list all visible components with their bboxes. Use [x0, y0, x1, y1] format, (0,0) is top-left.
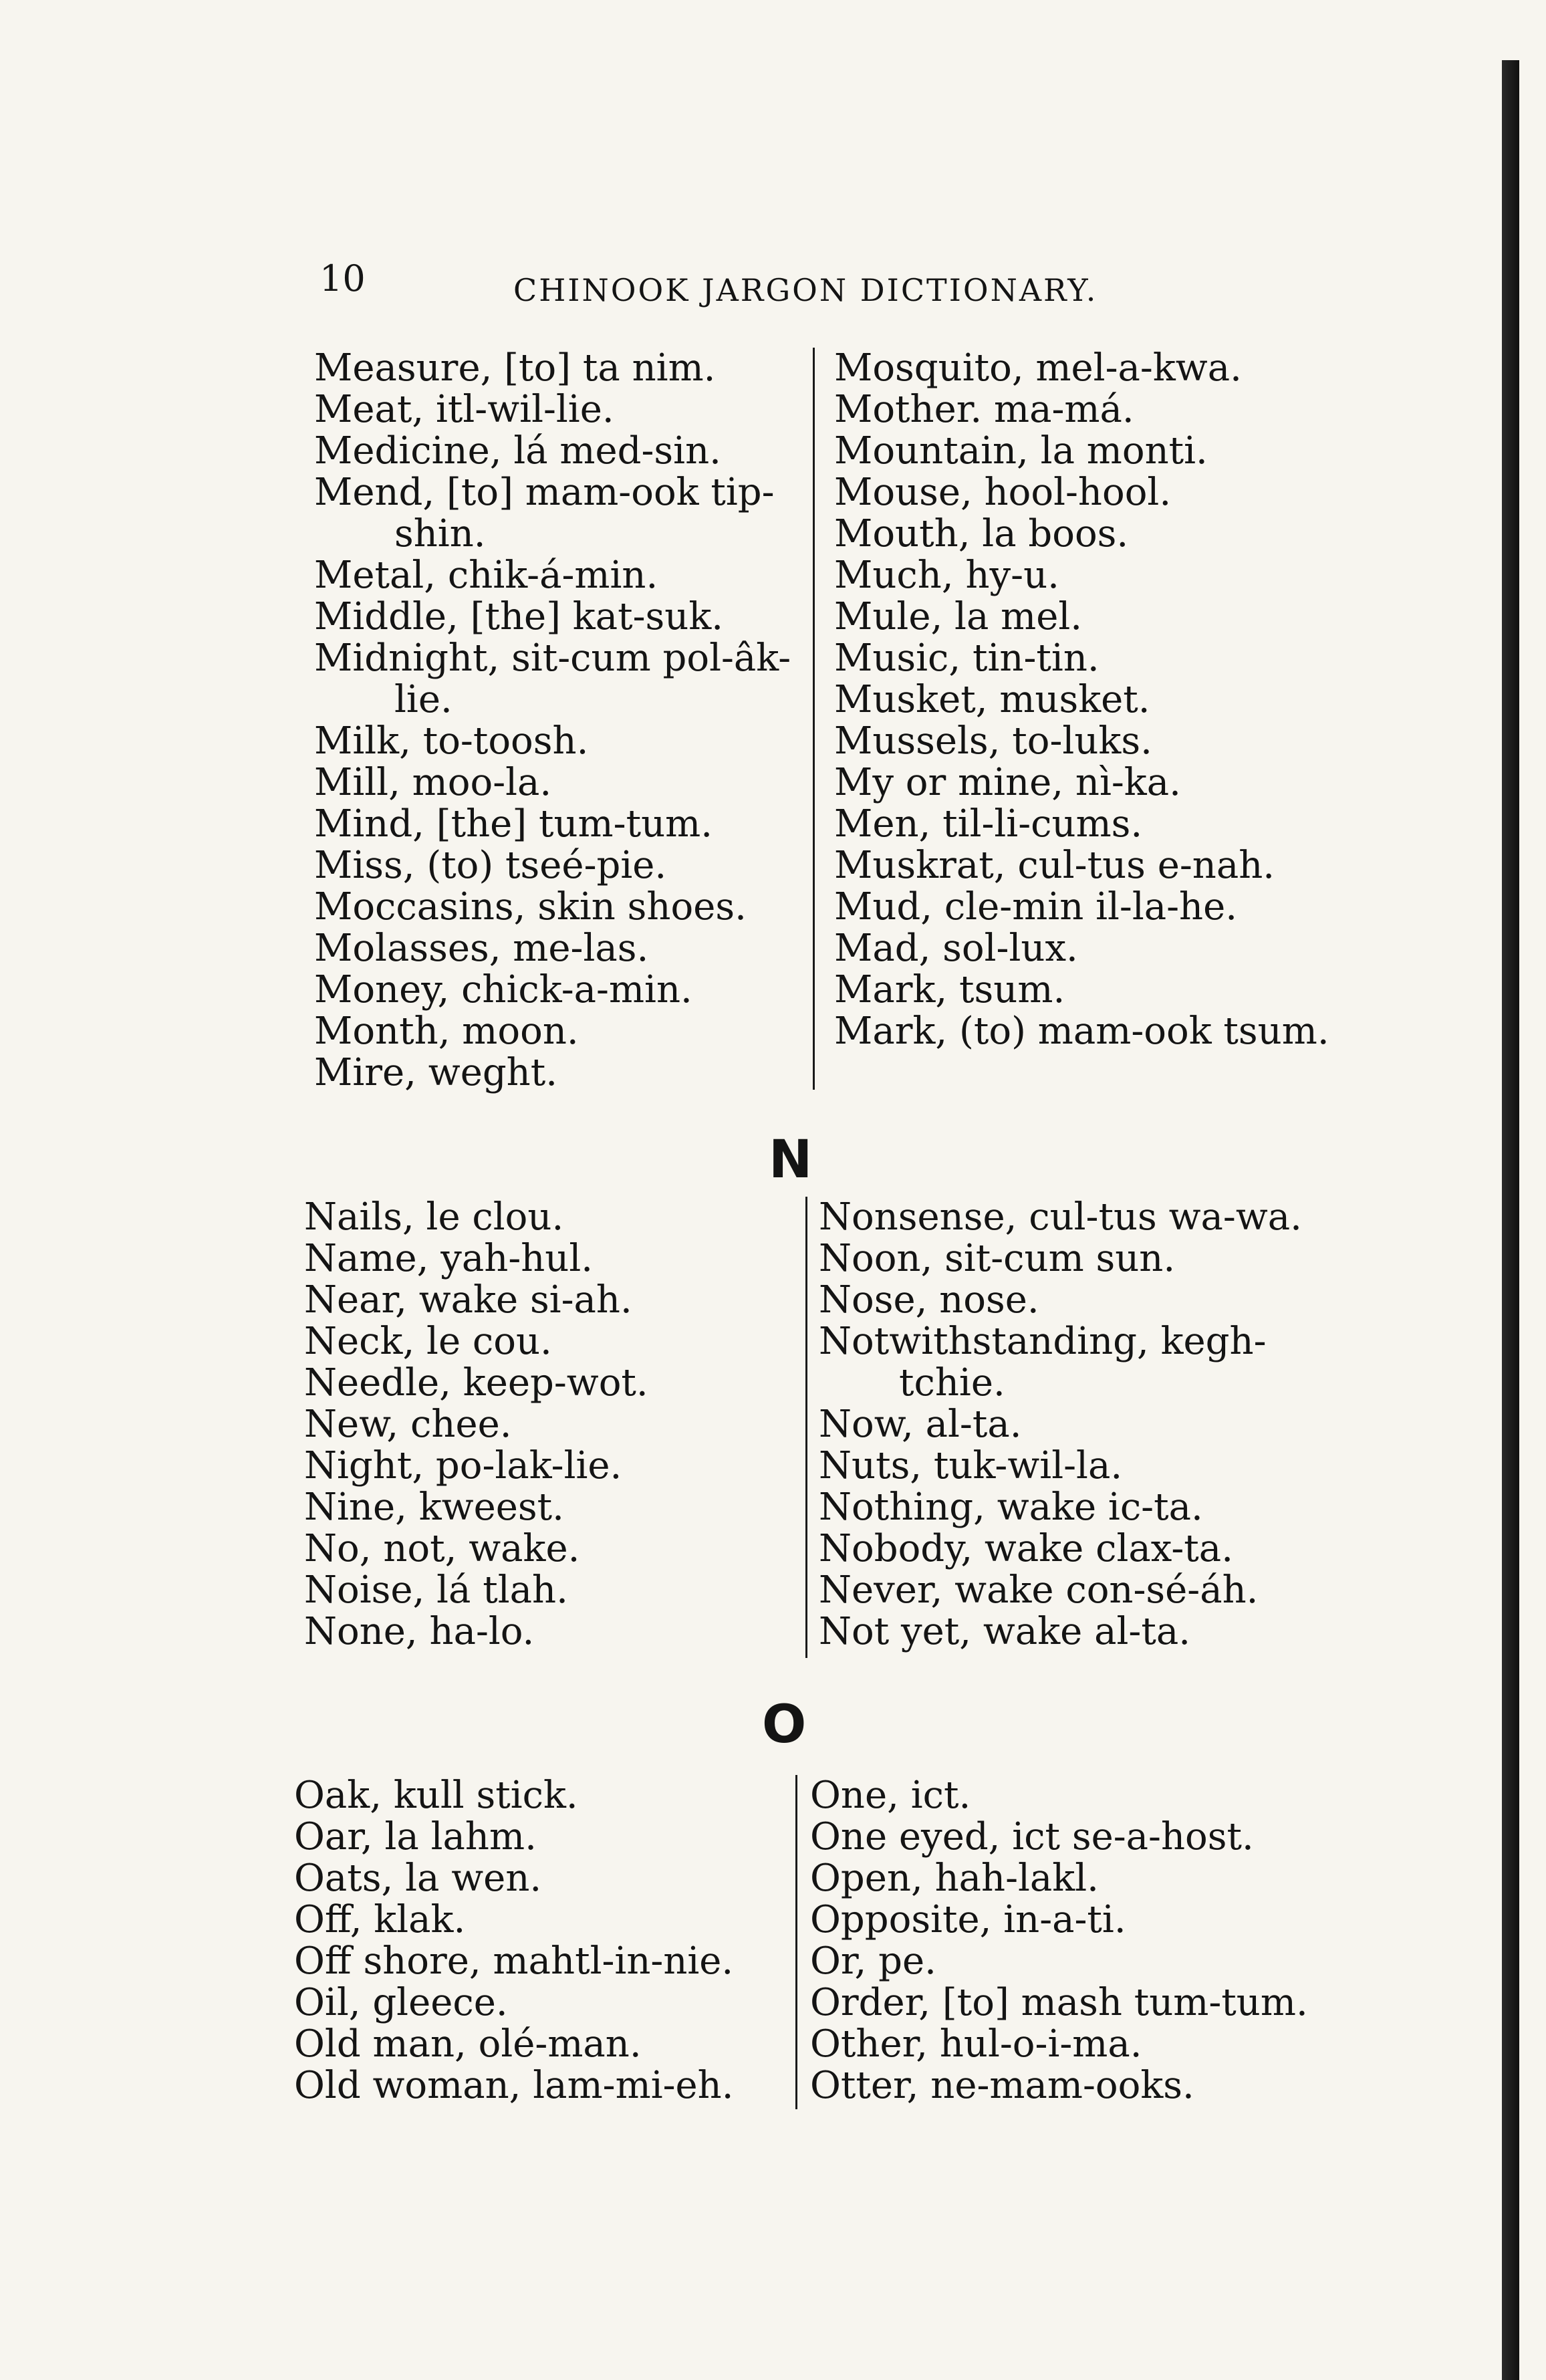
entry: Old woman, lam-mi-eh.	[294, 2064, 734, 2107]
entry: Old man, olé-man.	[294, 2022, 642, 2066]
entry: Mad, sol-lux.	[834, 927, 1078, 970]
entry: New, chee.	[304, 1403, 512, 1446]
entry: Mussels, to-luks.	[834, 719, 1152, 763]
entry: Needle, keep-wot.	[304, 1361, 648, 1405]
entry: No, not, wake.	[304, 1527, 580, 1570]
entry: Near, wake si-ah.	[304, 1278, 632, 1322]
entry: Neck, le cou.	[304, 1320, 552, 1363]
entry: One, ict.	[810, 1774, 971, 1817]
section-heading-o: O	[762, 1695, 804, 1755]
entry: Mouth, la boos.	[834, 512, 1129, 556]
entry: Mind, [the] tum-tum.	[314, 802, 713, 846]
entry: Nails, le clou.	[304, 1195, 564, 1239]
entry: Mend, [to] mam-ook tip-	[314, 471, 775, 514]
entry: Mosquito, mel-a-kwa.	[834, 346, 1242, 390]
running-title: CHINOOK JARGON DICTIONARY.	[513, 272, 1098, 308]
entry: Other, hul-o-i-ma.	[810, 2022, 1142, 2066]
section-m-left-column	[314, 348, 791, 1094]
entry: Nothing, wake ic-ta.	[819, 1485, 1203, 1529]
section-o-right-column	[810, 1775, 1308, 2107]
entry: Month, moon.	[314, 1009, 579, 1053]
entry: Music, tin-tin.	[834, 636, 1100, 680]
entry: Miss, (to) tseé-pie.	[314, 844, 667, 887]
entry: Noise, lá tlah.	[304, 1568, 568, 1612]
entry: Nuts, tuk-wil-la.	[819, 1444, 1123, 1488]
entry: My or mine, nì-ka.	[834, 761, 1181, 804]
entry: Oar, la lahm.	[294, 1815, 537, 1859]
entry: Nobody, wake clax-ta.	[819, 1527, 1233, 1570]
entry: Never, wake con-sé-áh.	[819, 1568, 1259, 1612]
page-number: 10	[319, 257, 366, 300]
entry: Meat, itl-wil-lie.	[314, 388, 614, 431]
entry: Night, po-lak-lie.	[304, 1444, 622, 1488]
entry: Opposite, in-a-ti.	[810, 1898, 1126, 1941]
entry: Mire, weght.	[314, 1051, 558, 1094]
entry: Mother. ma-má.	[834, 388, 1134, 431]
entry: Mark, tsum.	[834, 968, 1065, 1012]
entry: Measure, [to] ta nim.	[314, 346, 716, 390]
entry-continuation: lie.	[394, 678, 453, 721]
entry: Mule, la mel.	[834, 595, 1083, 638]
entry: Moccasins, skin shoes.	[314, 885, 747, 929]
entry: Oak, kull stick.	[294, 1774, 578, 1817]
entry: Mountain, la monti.	[834, 429, 1208, 473]
entry: Nine, kweest.	[304, 1485, 564, 1529]
entry: Order, [to] mash tum-tum.	[810, 1981, 1308, 2024]
entry: Not yet, wake al-ta.	[819, 1610, 1191, 1653]
entry: Or, pe.	[810, 1939, 936, 1983]
entry: Men, til-li-cums.	[834, 802, 1143, 846]
entry: Mill, moo-la.	[314, 761, 552, 804]
entry: Medicine, lá med-sin.	[314, 429, 721, 473]
entry: Money, chick-a-min.	[314, 968, 692, 1012]
entry: Nose, nose.	[819, 1278, 1039, 1322]
entry: Off shore, mahtl-in-nie.	[294, 1939, 734, 1983]
entry: Molasses, me-las.	[314, 927, 649, 970]
entry: Metal, chik-á-min.	[314, 554, 658, 597]
entry: Off, klak.	[294, 1898, 466, 1941]
entry: Mark, (to) mam-ook tsum.	[834, 1009, 1329, 1053]
entry: Middle, [the] kat-suk.	[314, 595, 724, 638]
entry: Much, hy-u.	[834, 554, 1059, 597]
column-divider	[813, 348, 815, 1090]
section-m-right-column	[834, 348, 1329, 1052]
entry: One eyed, ict se-a-host.	[810, 1815, 1254, 1859]
section-n-right-column	[819, 1197, 1302, 1653]
entry: Name, yah-hul.	[304, 1237, 594, 1280]
entry: Notwithstanding, kegh-	[819, 1320, 1267, 1363]
column-divider	[795, 1775, 797, 2109]
entry: Midnight, sit-cum pol-âk-	[314, 636, 791, 680]
column-divider	[805, 1197, 807, 1658]
section-n-left-column	[304, 1197, 648, 1653]
entry: Oil, gleece.	[294, 1981, 508, 2024]
entry: Noon, sit-cum sun.	[819, 1237, 1176, 1280]
entry: Now, al-ta.	[819, 1403, 1022, 1446]
entry: Open, hah-lakl.	[810, 1857, 1099, 1900]
entry: Mud, cle-min il-la-he.	[834, 885, 1238, 929]
section-heading-n: N	[769, 1130, 810, 1190]
entry: Mouse, hool-hool.	[834, 471, 1172, 514]
entry: Milk, to-toosh.	[314, 719, 589, 763]
entry: Nonsense, cul-tus wa-wa.	[819, 1195, 1302, 1239]
entry: Musket, musket.	[834, 678, 1150, 721]
entry: Muskrat, cul-tus e-nah.	[834, 844, 1275, 887]
entry: Oats, la wen.	[294, 1857, 542, 1900]
page-edge-shadow	[1502, 60, 1519, 2380]
entry-continuation: tchie.	[899, 1361, 1005, 1405]
entry: Otter, ne-mam-ooks.	[810, 2064, 1194, 2107]
entry-continuation: shin.	[394, 512, 486, 556]
section-o-left-column	[294, 1775, 734, 2107]
entry: None, ha-lo.	[304, 1610, 535, 1653]
